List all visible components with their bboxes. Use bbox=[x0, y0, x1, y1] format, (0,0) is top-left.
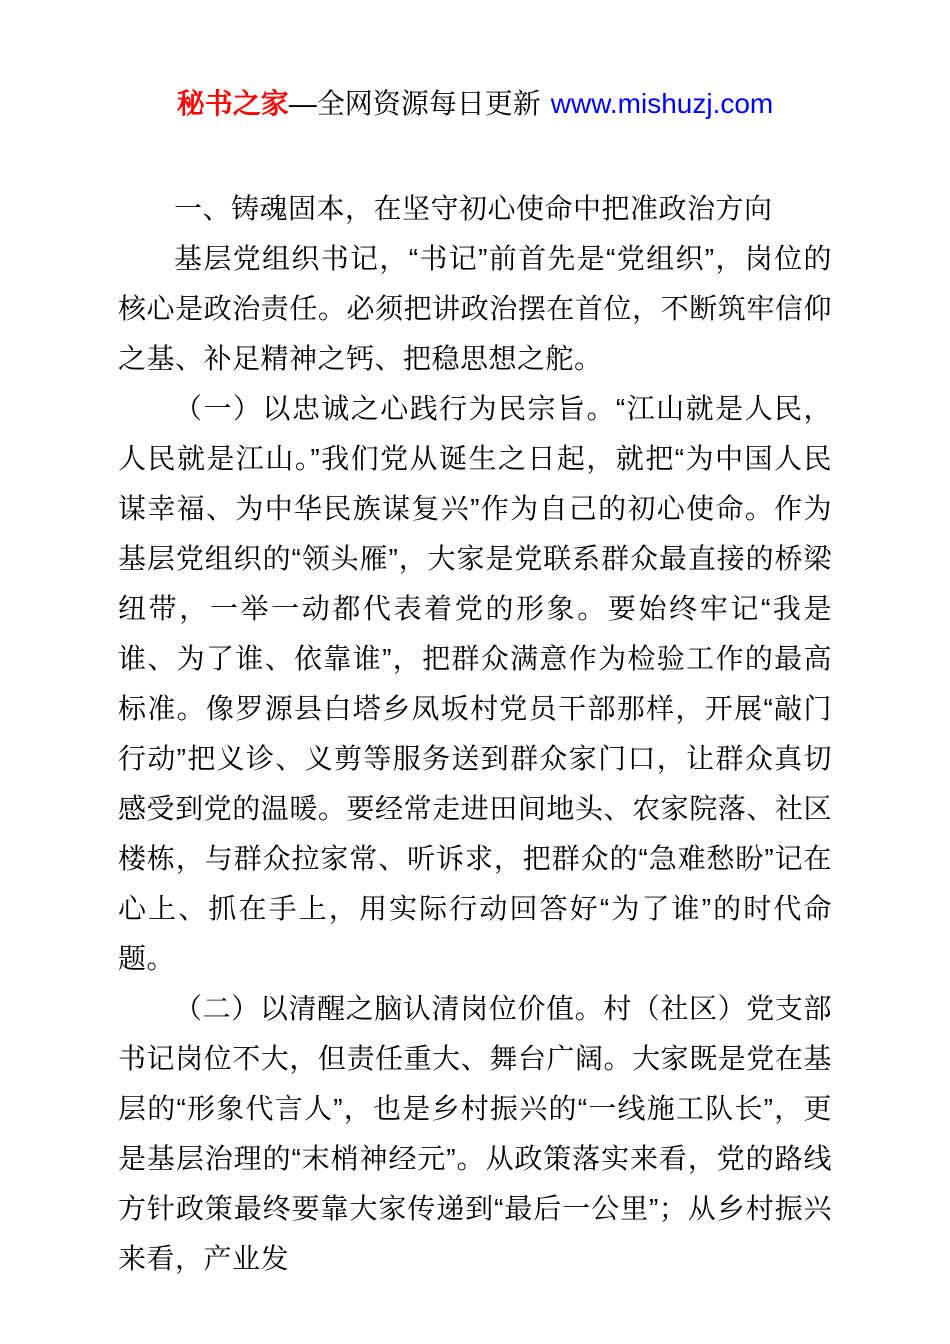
document-paragraph-3: （二）以清醒之脑认清岗位价值。村（社区）党支部书记岗位不大，但责任重大、舞台广阔。大家既是党在基层的“形象代言人”，也是乡村振兴的“一线施工队长”，更是基层治理的“末梢神经元”。从政策落实来看，党的路线方针政策最终要靠大家传递到“最后一公里”；从乡村振兴来看，产业发 bbox=[118, 993, 832, 1274]
section-heading: 一、铸魂固本，在坚守初心使命中把准政治方向 bbox=[174, 193, 773, 224]
document-paragraph-2: （一）以忠诚之心践行为民宗旨。“江山就是人民，人民就是江山。”我们党从诞生之日起，就把“为中国人民谋幸福、为中华民族谋复兴”作为自己的初心使命。作为基层党组织的“领头雁”，大家是党联系群众最直接的桥梁纽带，一举一动都代表着党的形象。要始终牢记“我是谁、为了谁、依靠谁”，把群众满意作为检验工作的最高标准。像罗源县白塔乡凤坂村党员干部那样，开展“敲门行动”把义诊、义剪等服务送到群众家门口，让群众真切感受到党的温暖。要经常走进田间地头、农家院落、社区楼栋，与群众拉家常、听诉求，把群众的“急难愁盼”记在心上、抓在手上，用实际行动回答好“为了谁”的时代命题。 bbox=[118, 393, 832, 974]
site-brand: 秘书之家 bbox=[176, 88, 289, 119]
site-url-link[interactable]: www.mishuzj.com bbox=[550, 88, 774, 119]
site-tagline: —全网资源每日更新 bbox=[288, 88, 541, 119]
document-paragraph-1: 基层党组织书记，“书记”前首先是“党组织”，岗位的核心是政治责任。必须把讲政治摆在首位，不断筑牢信仰之基、补足精神之钙、把稳思想之舵。 bbox=[118, 243, 832, 374]
site-header bbox=[0, 84, 950, 124]
document-body bbox=[118, 184, 832, 1284]
